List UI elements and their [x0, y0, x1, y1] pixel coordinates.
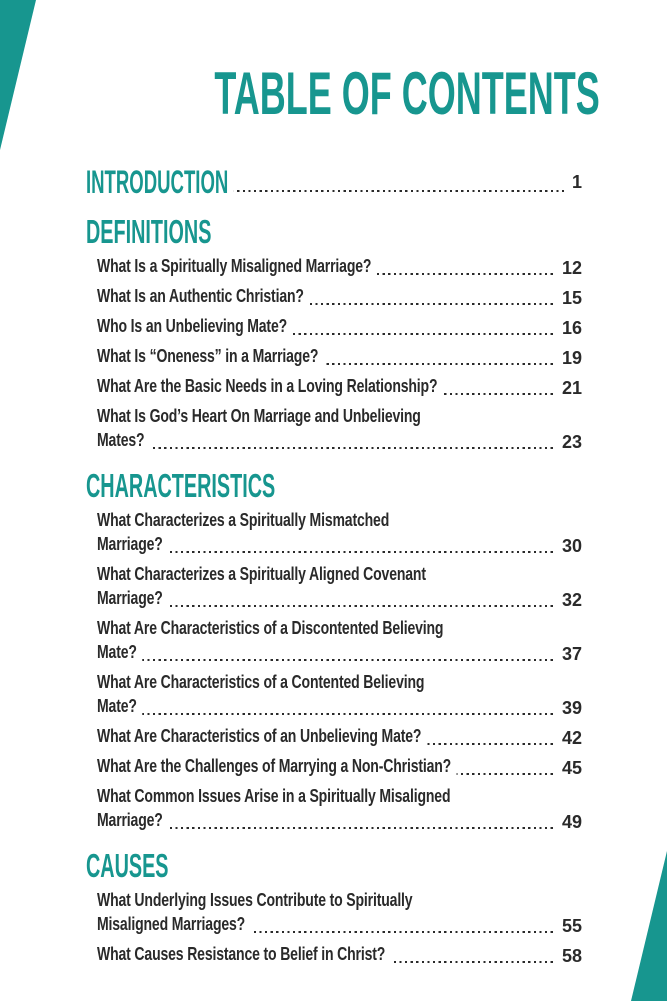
toc-entry[interactable] — [97, 284, 582, 310]
toc-entry[interactable] — [97, 784, 582, 834]
page-number: 12 — [556, 256, 582, 280]
toc-entry-line1: What Characterizes a Spiritually Mismatched — [97, 510, 390, 530]
table-of-contents — [86, 0, 600, 972]
page-number: 21 — [556, 376, 582, 400]
toc-entry[interactable] — [97, 670, 582, 720]
page-number: 45 — [556, 756, 582, 780]
toc-entry-text: Misaligned Marriages? — [97, 912, 251, 936]
toc-entry[interactable] — [97, 562, 582, 612]
page-number: 39 — [556, 696, 582, 720]
page-number: 49 — [556, 810, 582, 834]
page-number: 32 — [556, 588, 582, 612]
page-number: 23 — [556, 430, 582, 454]
section-heading-causes: CAUSES — [86, 847, 169, 884]
toc-entry-text: What Are the Challenges of Marrying a Non-Christian? — [97, 754, 457, 778]
toc-entry-text: What Is a Spiritually Misaligned Marriage? — [97, 254, 377, 278]
toc-entry-text: What Is “Oneness” in a Marriage? — [97, 344, 324, 368]
toc-entry-text: Mates? — [97, 428, 150, 452]
page-number: 1 — [566, 164, 582, 200]
toc-entry[interactable] — [97, 724, 582, 750]
toc-entry-text: Mate? — [97, 694, 142, 718]
section-heading-introduction: INTRODUCTION — [86, 164, 234, 200]
page-number: 15 — [556, 286, 582, 310]
page-number: 42 — [556, 726, 582, 750]
section-heading-characteristics: CHARACTERISTICS — [86, 467, 276, 504]
page-number: 30 — [556, 534, 582, 558]
page-number: 37 — [556, 642, 582, 666]
toc-entry-text: Who Is an Unbelieving Mate? — [97, 314, 292, 338]
toc-entry-line1: What Is God’s Heart On Marriage and Unbelieving — [97, 406, 421, 426]
toc-entry[interactable] — [97, 404, 582, 454]
toc-entry-text: What Are Characteristics of an Unbelieving Mate? — [97, 724, 427, 748]
section-causes — [86, 847, 582, 968]
toc-entry[interactable] — [97, 254, 582, 280]
toc-entry[interactable] — [97, 754, 582, 780]
toc-entry-line1: What Are Characteristics of a Contented Believing — [97, 672, 425, 692]
toc-entry-text: What Is an Authentic Christian? — [97, 284, 309, 308]
toc-entry[interactable] — [97, 888, 582, 938]
toc-entry-introduction[interactable] — [86, 164, 582, 200]
toc-entry[interactable] — [97, 616, 582, 666]
page-number: 16 — [556, 316, 582, 340]
corner-accent-top-left — [0, 0, 36, 150]
page-number: 19 — [556, 346, 582, 370]
section-definitions — [86, 213, 582, 454]
toc-entry[interactable] — [97, 508, 582, 558]
toc-entry-text: Marriage? — [97, 808, 168, 832]
toc-entry-text: Marriage? — [97, 532, 168, 556]
toc-entry[interactable] — [97, 314, 582, 340]
toc-entry-line1: What Are Characteristics of a Discontented Believing — [97, 618, 444, 638]
toc-entry[interactable] — [97, 374, 582, 400]
toc-entry[interactable] — [97, 942, 582, 968]
section-characteristics — [86, 467, 582, 834]
toc-entry-text: Mate? — [97, 640, 142, 664]
page-title: TABLE OF CONTENTS — [214, 60, 600, 127]
corner-accent-bottom-right — [631, 851, 667, 1001]
page-number: 55 — [556, 914, 582, 938]
toc-entry-line1: What Underlying Issues Contribute to Spiritually — [97, 890, 413, 910]
toc-entry-line1: What Characterizes a Spiritually Aligned Covenant — [97, 564, 426, 584]
toc-entry-text: Marriage? — [97, 586, 168, 610]
toc-entry-text: What Are the Basic Needs in a Loving Relationship? — [97, 374, 443, 398]
toc-entry-text: What Causes Resistance to Belief in Christ? — [97, 942, 391, 966]
section-heading-definitions: DEFINITIONS — [86, 213, 212, 250]
toc-entry[interactable] — [97, 344, 582, 370]
toc-entry-line1: What Common Issues Arise in a Spiritually Misaligned — [97, 786, 451, 806]
page-number: 58 — [556, 944, 582, 968]
